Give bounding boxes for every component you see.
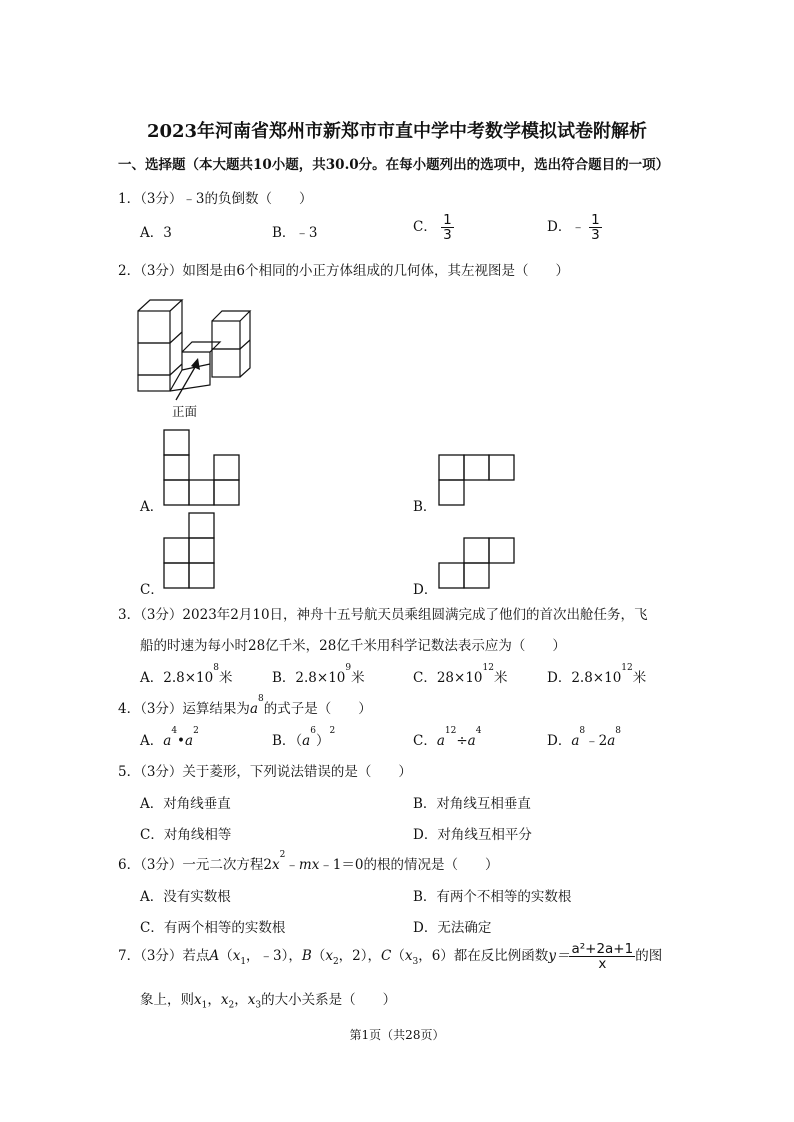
q1-option-b: B．﹣3 bbox=[272, 225, 318, 241]
q1-option-d: D．﹣ $\frac{1}{3}$ bbox=[547, 212, 600, 244]
q4-stem: 4．（3分）运算结果为$a^8$的式子是（ ） bbox=[118, 694, 372, 717]
q2-option-a-figure bbox=[163, 429, 243, 509]
q5-option-b: B．对角线互相垂直 bbox=[413, 796, 531, 812]
q2-option-a-label: A． bbox=[140, 499, 164, 515]
q1-option-a: A．3 bbox=[140, 225, 172, 241]
q2-option-c-label: C． bbox=[140, 582, 164, 598]
q3-option-a: A．$2.8\times 10^8$米 bbox=[140, 663, 233, 686]
q5-option-c: C．对角线相等 bbox=[140, 827, 232, 843]
q6-stem: 6．（3分）一元二次方程$2x^2﹣mx﹣1=0$的根的情况是（ ） bbox=[118, 850, 499, 873]
front-label: 正面 bbox=[172, 404, 198, 419]
q6-option-c: C．有两个相等的实数根 bbox=[140, 920, 286, 936]
q2-stem: 2．（3分）如图是由6个相同的小正方体组成的几何体，其左视图是（ ） bbox=[118, 263, 570, 279]
q4-option-a: A．$a^4•a^2$ bbox=[140, 726, 199, 749]
q3-stem-line2: 船的时速为每小时28亿千米，28亿千米用科学记数法表示应为（ ） bbox=[140, 638, 566, 654]
fraction: $\frac{1}{3}$ bbox=[591, 212, 600, 244]
q7-stem: 7．（3分）若点$A(x_1$，﹣3），$B(x_2$，2），$C(x_3$，6）都在反比例函数y＝ $\frac{\text{a²+2a+1}}{x}$ 的图 bbox=[118, 941, 663, 973]
q2-option-c-figure bbox=[163, 512, 218, 592]
q3-option-c: C．$28\times 10^{12}$米 bbox=[413, 663, 508, 686]
q3-option-b: B．$2.8\times 10^9$米 bbox=[272, 663, 365, 686]
q6-option-a: A．没有实数根 bbox=[140, 889, 231, 905]
page-footer: 第1页（共28页） bbox=[349, 1028, 445, 1042]
q2-option-d-label: D． bbox=[413, 582, 438, 598]
q5-option-d: D．对角线互相平分 bbox=[413, 827, 532, 843]
q3-stem-line1: 3．（3分）2023年2月10日，神舟十五号航天员乘组圆满完成了他们的首次出舱任务，飞 bbox=[118, 607, 648, 623]
q5-stem: 5．（3分）关于菱形，下列说法错误的是（ ） bbox=[118, 764, 412, 780]
q7-stem-line2: 象上，则$x_1$，$x_2$，$x_3$的大小关系是（ ） bbox=[140, 992, 397, 1011]
page-title: 2023年河南省郑州市新郑市市直中学中考数学模拟试卷附解析 bbox=[146, 121, 648, 142]
q4-option-d: D．$a^8﹣2a^8$ bbox=[547, 726, 622, 749]
q4-option-b: B．$(a^6)^2$ bbox=[272, 726, 336, 749]
q2-option-b-label: B． bbox=[413, 499, 437, 515]
q4-option-c: C．$a^{12}\div a^4$ bbox=[413, 726, 482, 749]
q1-stem: 1．（3分）﹣3的负倒数（ ） bbox=[118, 191, 313, 207]
section-heading: 一、选择题（本大题共10小题，共30.0分。在每小题列出的选项中，选出符合题目的一项） bbox=[118, 157, 670, 173]
q6-option-b: B．有两个不相等的实数根 bbox=[413, 889, 572, 905]
q5-option-a: A．对角线垂直 bbox=[140, 796, 231, 812]
cube-solid-figure bbox=[130, 292, 260, 397]
q2-option-b-figure bbox=[438, 454, 518, 509]
fraction: $\frac{1}{3}$ bbox=[443, 212, 452, 244]
q6-option-d: D．无法确定 bbox=[413, 920, 492, 936]
fraction: $\frac{\text{a²+2a+1}}{x}$ bbox=[571, 941, 634, 973]
q1-option-c: C． $\frac{1}{3}$ bbox=[413, 212, 452, 244]
q2-option-d-figure bbox=[438, 537, 518, 592]
q3-option-d: D．$2.8\times 10^{12}$米 bbox=[547, 663, 647, 686]
